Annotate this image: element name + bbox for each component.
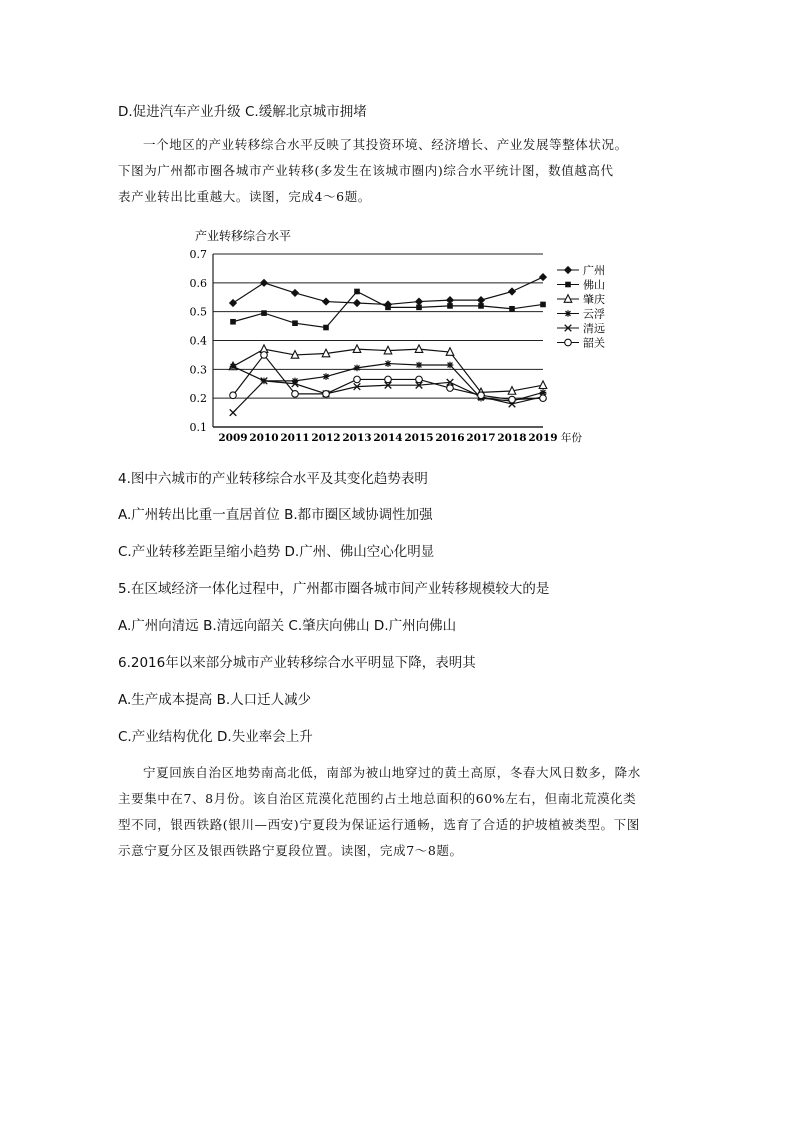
question-6-options-ab: A.生产成本提高 B.人口迁人减少 bbox=[118, 692, 312, 708]
data-point bbox=[292, 391, 299, 398]
data-point bbox=[385, 376, 392, 383]
data-point bbox=[385, 360, 392, 367]
legend-label: 韶关 bbox=[583, 336, 605, 350]
data-point bbox=[447, 362, 454, 369]
series-0 bbox=[229, 273, 547, 309]
data-point bbox=[353, 345, 361, 353]
legend-label: 肇庆 bbox=[583, 293, 605, 306]
y-tick-label: 0.1 bbox=[189, 421, 207, 434]
question-4-options-ab: A.广州转出比重一直居首位 B.都市圈区域协调性加强 bbox=[118, 507, 433, 523]
data-point bbox=[292, 320, 298, 326]
passage-line: 宁夏回族自治区地势南高北低，南部为被山地穿过的黄土高原，冬春大风日数多，降水 bbox=[143, 765, 641, 780]
passage-line: 型不同，银西铁路(银川—西安)宁夏段为保证运行通畅，选育了合适的护坡植被类型。下图 bbox=[118, 817, 640, 832]
data-point bbox=[416, 376, 423, 383]
passage-line: 示意宁夏分区及银西铁路宁夏段位置。读图，完成7～8题。 bbox=[118, 843, 463, 858]
legend-label: 云浮 bbox=[583, 307, 605, 321]
data-point bbox=[509, 396, 516, 403]
series-5 bbox=[230, 352, 547, 403]
x-tick-label: 2019 bbox=[528, 432, 558, 444]
data-point bbox=[230, 409, 237, 416]
data-point bbox=[230, 392, 237, 399]
passage-guangzhou bbox=[118, 132, 678, 210]
x-tick-label: 2009 bbox=[218, 432, 248, 444]
question-5: 5.在区域经济一体化过程中，广州都市圈各城市间产业转移规模较大的是 bbox=[118, 581, 550, 597]
legend-marker bbox=[565, 310, 572, 317]
data-point bbox=[478, 392, 485, 399]
chart-title: 产业转移综合水平 bbox=[195, 229, 292, 243]
data-point bbox=[354, 376, 361, 383]
chart-series bbox=[229, 273, 547, 416]
data-point bbox=[540, 302, 546, 308]
data-point bbox=[229, 299, 237, 307]
data-point bbox=[354, 365, 361, 372]
question-4: 4.图中六城市的产业转移综合水平及其变化趋势表明 bbox=[118, 471, 428, 487]
x-tick-label: 2011 bbox=[280, 432, 310, 444]
y-tick-label: 0.4 bbox=[189, 334, 207, 348]
legend-marker bbox=[565, 282, 571, 288]
x-tick-label: 2014 bbox=[373, 432, 403, 444]
question-option-line: D.促进汽车产业升级 C.缓解北京城市拥堵 bbox=[118, 104, 367, 120]
y-axis-ticks bbox=[190, 248, 208, 434]
data-point bbox=[477, 296, 485, 304]
x-axis-label: 年份 bbox=[561, 432, 582, 444]
y-tick-label: 0.5 bbox=[189, 305, 207, 319]
industry-transfer-line-chart bbox=[183, 222, 623, 444]
data-point bbox=[291, 289, 299, 297]
x-tick-label: 2018 bbox=[497, 432, 527, 444]
data-point bbox=[539, 381, 547, 389]
passage-line: 下图为广州都市圈各城市产业转移(多发生在该城市圈内)综合水平统计图，数值越高代 bbox=[118, 163, 614, 178]
data-point bbox=[416, 362, 423, 369]
passage-line: 主要集中在7、8月份。该自治区荒漠化范围约占土地总面积的60%左右，但南北荒漠化类 bbox=[118, 791, 637, 806]
legend-label: 佛山 bbox=[583, 278, 605, 292]
y-tick-label: 0.3 bbox=[189, 363, 207, 377]
question-6-options-cd: C.产业结构优化 D.失业率会上升 bbox=[118, 729, 313, 745]
data-point bbox=[478, 303, 484, 309]
data-point bbox=[540, 395, 547, 402]
data-point bbox=[385, 305, 391, 311]
legend-label: 广州 bbox=[583, 264, 605, 277]
passage-ningxia bbox=[118, 760, 678, 864]
chart-legend bbox=[557, 263, 605, 350]
data-point bbox=[353, 299, 361, 307]
data-point bbox=[416, 305, 422, 311]
legend-marker bbox=[565, 339, 572, 346]
x-tick-label: 2015 bbox=[404, 432, 434, 444]
y-tick-label: 0.6 bbox=[189, 276, 207, 290]
data-point bbox=[261, 310, 267, 316]
data-point bbox=[230, 319, 236, 325]
data-point bbox=[260, 279, 268, 287]
passage-line: 表产业转出比重越大。读图，完成4～6题。 bbox=[118, 189, 371, 204]
y-tick-label: 0.7 bbox=[189, 248, 207, 261]
data-point bbox=[509, 306, 515, 312]
data-point bbox=[323, 391, 330, 398]
data-point bbox=[323, 373, 330, 380]
data-point bbox=[322, 297, 330, 305]
chart-grid bbox=[213, 254, 543, 427]
y-tick-label: 0.2 bbox=[189, 392, 207, 406]
series-4 bbox=[230, 378, 547, 416]
question-6: 6.2016年以来部分城市产业转移综合水平明显下降，表明其 bbox=[118, 655, 476, 671]
data-point bbox=[415, 297, 423, 305]
data-point bbox=[230, 363, 237, 370]
legend-marker bbox=[564, 266, 572, 274]
question-5-options: A.广州向清远 B.清远向韶关 C.肇庆向佛山 D.广州向佛山 bbox=[118, 618, 457, 634]
data-point bbox=[354, 289, 360, 295]
x-tick-label: 2016 bbox=[435, 432, 465, 444]
passage-line: 一个地区的产业转移综合水平反映了其投资环境、经济增长、产业发展等整体状况。 bbox=[143, 137, 628, 152]
legend-label: 清远 bbox=[583, 322, 605, 335]
x-tick-label: 2012 bbox=[311, 432, 341, 444]
series-line bbox=[233, 277, 543, 304]
x-tick-label: 2013 bbox=[342, 432, 372, 444]
x-tick-label: 2010 bbox=[249, 432, 279, 444]
data-point bbox=[508, 287, 516, 295]
data-point bbox=[323, 325, 329, 331]
data-point bbox=[446, 296, 454, 304]
x-tick-label: 2017 bbox=[466, 432, 496, 444]
x-axis-ticks bbox=[218, 431, 582, 444]
question-4-options-cd: C.产业转移差距呈缩小趋势 D.广州、佛山空心化明显 bbox=[118, 544, 435, 560]
data-point bbox=[539, 273, 547, 281]
data-point bbox=[415, 345, 423, 353]
data-point bbox=[447, 385, 454, 392]
data-point bbox=[261, 352, 268, 359]
data-point bbox=[447, 303, 453, 309]
